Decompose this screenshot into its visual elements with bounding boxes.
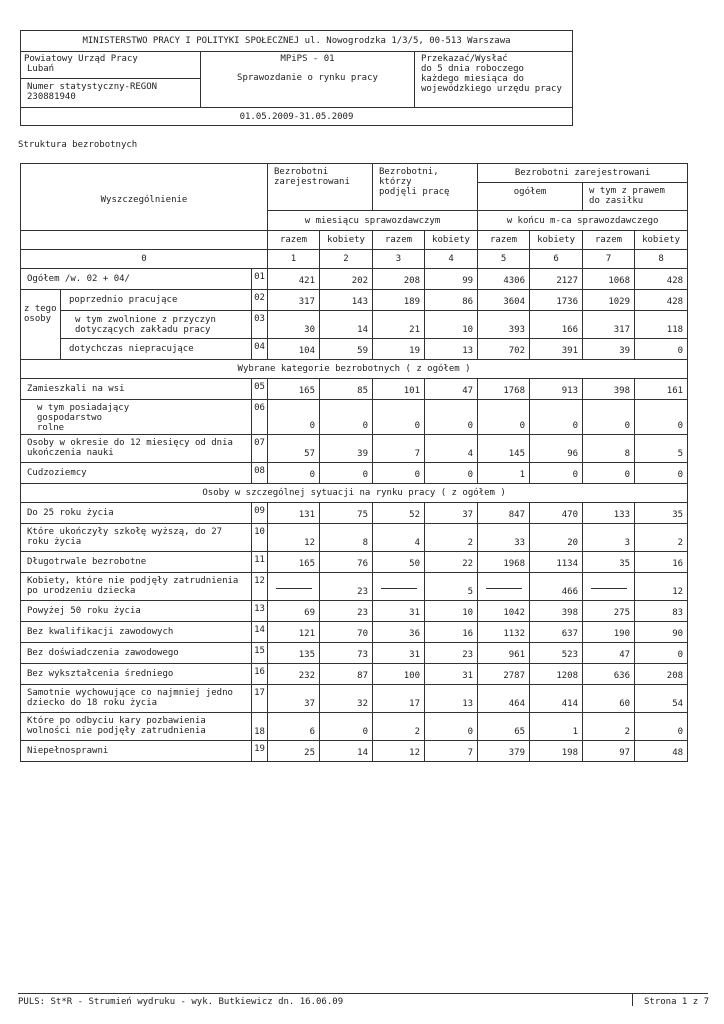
report-header [20,30,573,126]
subheader-kobiety: kobiety [530,231,583,250]
z-tego-label: z tego osoby [21,290,61,360]
col-registered-header: Bezrobotni zarejestrowani [268,164,373,211]
unemployment-structure-table [20,163,688,762]
send-instruction-4: wojewódzkiego urzędu pracy [421,84,562,94]
table-row: Cudzoziemcy 08 0 0 0 0 1 0 0 0 [21,463,688,484]
ministry-title: MINISTERSTWO PRACY I POLITYKI SPOŁECZNEJ ul. Nowogrodzka 1/3/5, 00-513 Warszawa [82,36,511,46]
col-total-header: ogółem [478,183,583,211]
end-month-header: w końcu m-ca sprawozdawczego [478,211,688,231]
send-instruction-3: każdego miesiąca do [421,74,524,84]
section-title: Struktura bezrobotnych [18,140,138,150]
send-instruction-2: do 5 dnia roboczego [421,64,524,74]
form-title: Sprawozdanie o rynku pracy [237,73,378,83]
print-info: PULS: St*R - Strumień wydruku - wyk. Butkiewicz dn. 16.06.09 [18,997,344,1007]
not-applicable-dash [583,573,635,601]
form-code: MPiPS - 01 [280,54,335,64]
description-header: Wyszczególnienie [21,164,268,231]
table-row: Do 25 roku życia 09 131 75 52 37 847 470 133 35 [21,503,688,524]
table-row: Ogółem /w. 02 + 04/ 01 421 202 208 99 4306 2127 1068 428 [21,269,688,290]
subheader-razem: razem [373,231,425,250]
footer-separator [632,994,633,1006]
subheader-razem: razem [478,231,530,250]
table-row: Kobiety, które nie podjęły zatrudnienia po urodzeniu dziecka 12 23 5 466 12 [21,573,688,601]
footer-divider [18,993,708,994]
section-selected-categories: Wybrane kategorie bezrobotnych ( z ogółem ) [21,360,688,379]
table-row: Długotrwale bezrobotne 11 165 76 50 22 1968 1134 35 16 [21,552,688,573]
table-row: Samotnie wychowujące co najmniej jedno dziecko do 18 roku życia 17 37 32 17 13 464 414 60 54 [21,685,688,713]
office-name: Powiatowy Urząd Pracy [24,54,138,64]
report-period: 01.05.2009-31.05.2009 [239,112,354,122]
not-applicable-dash [268,573,320,601]
column-index-row: 0 1 2 3 4 5 6 7 8 [21,250,688,269]
table-row: z tego osoby poprzednio pracujące 02 317 143 189 86 3604 1736 1029 428 [21,290,688,311]
table-row: Osoby w okresie do 12 miesięcy od dnia ukończenia nauki 07 57 39 7 4 145 96 8 5 [21,435,688,463]
table-row: Bez kwalifikacji zawodowych 14 121 70 36 16 1132 637 190 90 [21,622,688,643]
page-number: Strona 1 z 7 [644,997,710,1007]
table-row: dotychczas niepracujące 04 104 59 19 13 702 391 39 0 [21,339,688,360]
not-applicable-dash [478,573,530,601]
regon-label: Numer statystyczny-REGON [27,82,158,92]
table-row: Niepełnosprawni 19 25 14 12 7 379 198 97 48 [21,741,688,762]
regon-value: 230881940 [27,92,76,102]
table-row: Bez doświadczenia zawodowego 15 135 73 31 23 961 523 47 0 [21,643,688,664]
not-applicable-dash [373,573,425,601]
table-row: w tym zwolnione z przyczyn dotyczących zakładu pracy 03 30 14 21 10 393 166 317 118 [21,311,688,339]
office-city: Lubań [27,64,55,74]
table-row: Bez wykształcenia średniego 16 232 87 100 31 2787 1208 636 208 [21,664,688,685]
col-benefit-header: w tym z prawem do zasiłku [583,183,688,211]
col-registered-total-header: Bezrobotni zarejestrowani [478,164,688,183]
table-row: Które po odbyciu kary pozbawienia wolności nie podjęły zatrudnienia 18 6 0 2 0 65 1 2 0 [21,713,688,741]
subheader-razem: razem [583,231,635,250]
table-row: w tym posiadający gospodarstwo rolne 06 0 0 0 0 0 0 0 0 [21,400,688,435]
col-took-job-header: Bezrobotni, którzy podjęli pracę [373,164,478,211]
subheader-kobiety: kobiety [320,231,373,250]
send-instruction-1: Przekazać/Wysłać [421,54,508,64]
in-month-header: w miesiącu sprawozdawczym [268,211,478,231]
subheader-kobiety: kobiety [635,231,688,250]
section-special-situation: Osoby w szczególnej sytuacji na rynku pracy ( z ogółem ) [21,484,688,503]
table-row: Powyżej 50 roku życia 13 69 23 31 10 1042 398 275 83 [21,601,688,622]
subheader-kobiety: kobiety [425,231,478,250]
subheader-razem: razem [268,231,320,250]
table-row: Zamieszkali na wsi 05 165 85 101 47 1768 913 398 161 [21,379,688,400]
table-row: Które ukończyły szkołę wyższą, do 27 roku życia 10 12 8 4 2 33 20 3 2 [21,524,688,552]
